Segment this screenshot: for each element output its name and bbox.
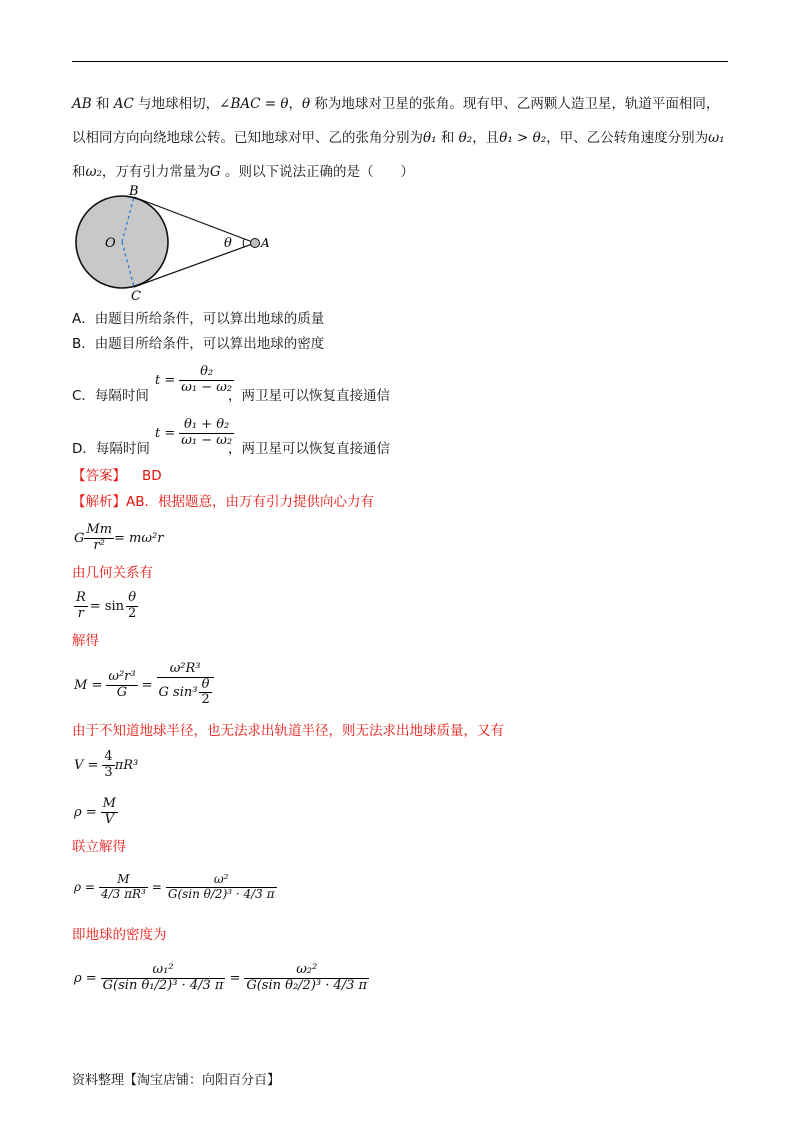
numerator: ω₁²: [101, 963, 226, 979]
sin-text: = sin: [89, 598, 125, 614]
g-symbol: G: [209, 164, 221, 180]
satellite-marker: [251, 239, 260, 248]
analysis-text: AB．根据题意，由万有引力提供向心力有: [126, 494, 374, 510]
numerator: θ: [199, 678, 211, 694]
g-symbol: G: [74, 530, 85, 546]
numerator: θ₁ + θ₂: [179, 418, 234, 434]
omega2-symbol: ω₂: [85, 164, 102, 180]
answer-line: [72, 466, 162, 486]
denominator: 3: [104, 764, 113, 780]
question-line-2: [72, 128, 725, 148]
lhs: ρ =: [74, 970, 97, 986]
text: ，且: [472, 130, 500, 146]
equals: =: [151, 880, 162, 894]
header-rule: [72, 61, 728, 62]
numerator: Mm: [86, 521, 113, 537]
equals: =: [141, 677, 153, 693]
g-sin-cubed: G sin³: [158, 684, 198, 700]
equals: =: [229, 970, 241, 986]
question-line-3: [72, 162, 414, 182]
text: 和: [91, 96, 114, 112]
fraction: [84, 523, 114, 554]
numerator: θ₂: [179, 365, 234, 381]
denominator: G(sin θ/2)³ · 4/3 π: [167, 886, 275, 901]
text: 称为地球对卫星的张角。现有甲、乙两颗人造卫星，轨道平面相同，: [310, 96, 720, 112]
option-d-suffix: ，两卫星可以恢复直接通信: [228, 441, 390, 457]
option-d-formula: [155, 413, 234, 453]
analysis-solve: 解得: [72, 633, 99, 649]
denominator: [157, 678, 214, 709]
fraction: [99, 873, 148, 902]
denominator: G(sin θ₁/2)³ · 4/3 π: [102, 977, 224, 993]
formula-lhs: t =: [155, 425, 176, 441]
analysis-label: 【解析】: [72, 494, 126, 510]
half-theta: [199, 678, 211, 709]
denominator: r²: [93, 537, 105, 553]
equation-geometry: [74, 586, 138, 626]
equation-gravity: [74, 518, 163, 558]
option-c-prefix: C．每隔时间: [72, 388, 149, 404]
fraction: [126, 591, 138, 622]
text: 和: [72, 164, 86, 180]
denominator: ω₁ − ω₂: [181, 432, 233, 448]
text: 与地球相切，: [133, 96, 220, 112]
fraction: [102, 750, 114, 781]
text: ，: [288, 96, 302, 112]
analysis-geometry: 由几何关系有: [72, 565, 153, 581]
omega1-symbol: ω₁: [708, 130, 725, 146]
question-line-1: [72, 94, 719, 114]
text: 。则以下说法正确的是（ ）: [220, 164, 415, 180]
segment-ac: AC: [113, 96, 134, 112]
label-o: O: [105, 236, 116, 251]
analysis-density: 即地球的密度为: [72, 927, 167, 943]
numerator: ω²r³: [108, 668, 136, 684]
fraction: [166, 873, 277, 902]
numerator: ω²R³: [157, 662, 214, 678]
option-a: A．由题目所给条件，可以算出地球的质量: [72, 311, 325, 327]
theta1-symbol: θ₁: [423, 130, 437, 146]
denominator: 4/3 πR³: [100, 886, 146, 901]
fraction: [157, 662, 214, 709]
theta-symbol: θ: [302, 96, 311, 112]
text: ，甲、乙公转角速度分别为: [546, 130, 709, 146]
answer-label: 【答案】: [72, 468, 126, 484]
inequality: θ₁ > θ₂: [499, 130, 547, 146]
denominator: 2: [128, 605, 137, 621]
fraction: [106, 670, 137, 701]
text: ，万有引力常量为: [101, 164, 210, 180]
earth-satellite-figure: [72, 184, 272, 300]
lhs: M =: [74, 677, 103, 693]
denominator: 2: [201, 692, 210, 708]
angle-expression: ∠BAC = θ: [219, 96, 289, 112]
denominator: G: [116, 684, 128, 700]
fraction: [244, 963, 369, 994]
text: 和: [436, 130, 459, 146]
numerator: ω²: [166, 873, 277, 888]
lhs: V =: [74, 757, 99, 773]
formula-lhs: t =: [155, 372, 176, 388]
numerator: M: [102, 795, 116, 811]
rhs: πR³: [114, 757, 139, 773]
option-c-suffix: ，两卫星可以恢复直接通信: [228, 388, 390, 404]
lhs: ρ =: [74, 804, 97, 820]
equation-volume: [74, 745, 138, 785]
denominator: r: [77, 605, 84, 621]
theta2-symbol: θ₂: [458, 130, 473, 146]
equation-density-final: [74, 950, 369, 1006]
option-c-formula: [155, 360, 234, 400]
segment-ab: AB: [72, 96, 92, 112]
lhs: ρ =: [74, 880, 95, 894]
fraction: [74, 591, 88, 622]
fraction: [179, 365, 234, 396]
denominator: ω₁ − ω₂: [181, 379, 233, 395]
rhs: = mω²r: [114, 530, 164, 546]
fraction: [101, 963, 226, 994]
answer-value: BD: [142, 468, 162, 484]
fraction: [101, 797, 118, 828]
numerator: R: [76, 589, 86, 605]
label-c: C: [131, 289, 141, 300]
text: 以相同方向向绕地球公转。已知地球对甲、乙的张角分别为: [72, 130, 423, 146]
equation-density-def: [74, 792, 118, 832]
denominator: G(sin θ₂/2)³ · 4/3 π: [246, 977, 368, 993]
denominator: V: [104, 811, 115, 827]
option-d-prefix: D．每隔时间: [72, 441, 150, 457]
footer-source: 资料整理【淘宝店铺：向阳百分百】: [72, 1073, 281, 1088]
numerator: 4: [104, 748, 113, 764]
label-a: A: [261, 236, 270, 250]
equation-mass: [74, 656, 214, 714]
analysis-intro: [72, 492, 374, 512]
option-b: B．由题目所给条件，可以算出地球的密度: [72, 336, 325, 352]
label-b: B: [129, 184, 139, 199]
label-theta: θ: [224, 236, 232, 251]
fraction: [179, 418, 234, 449]
analysis-combine: 联立解得: [72, 839, 126, 855]
numerator: M: [99, 873, 148, 888]
analysis-note: 由于不知道地球半径，也无法求出轨道半径，则无法求出地球质量，又有: [72, 723, 504, 739]
numerator: θ: [126, 591, 138, 607]
equation-density-combined: [74, 861, 277, 913]
angle-arc: [243, 239, 244, 247]
numerator: ω₂²: [244, 963, 369, 979]
